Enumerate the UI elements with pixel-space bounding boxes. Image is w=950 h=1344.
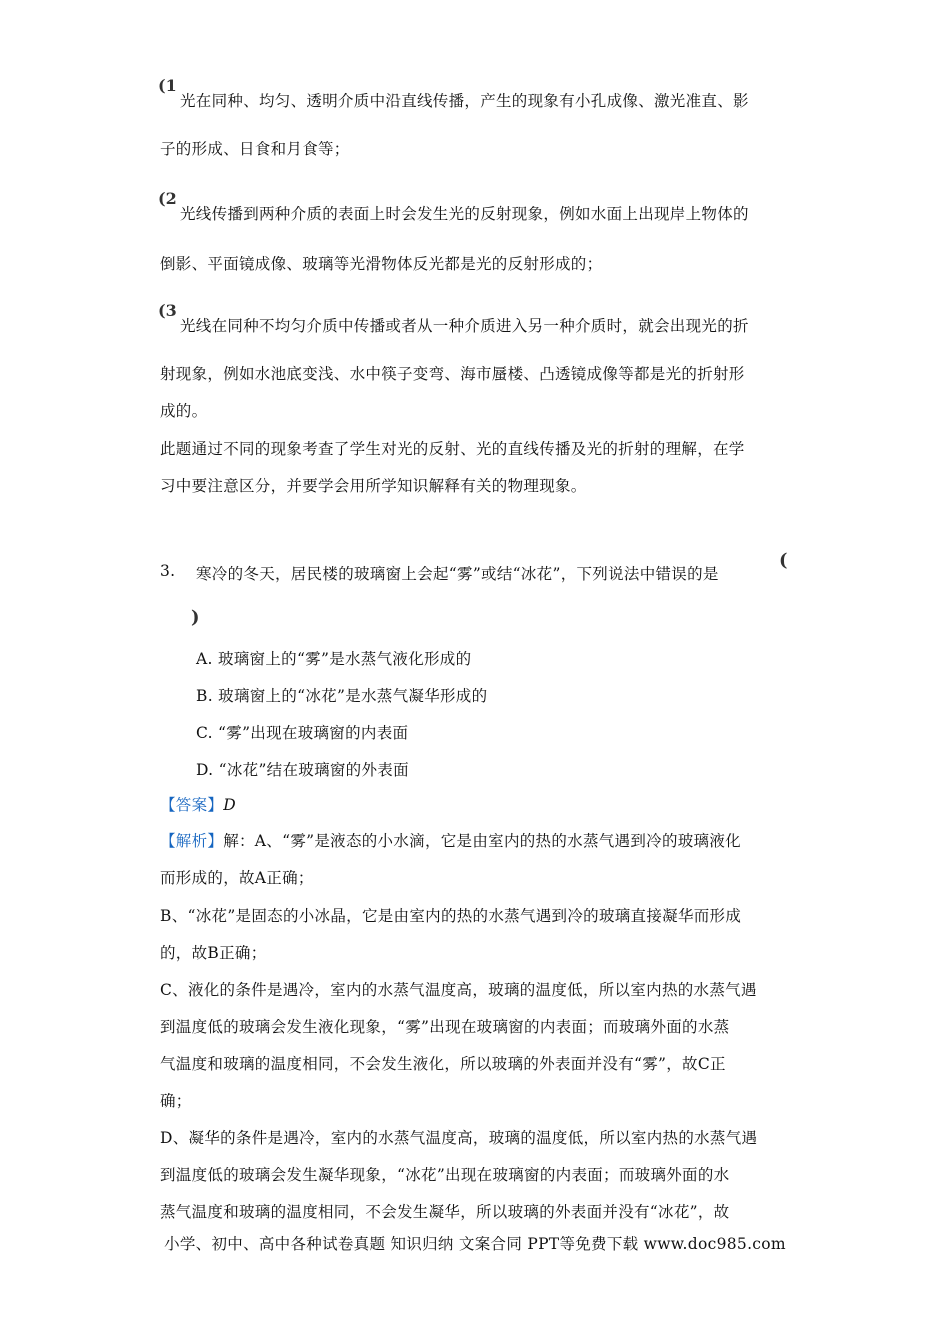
analysis-line-11: 蒸气温度和玻璃的温度相同，不会发生凝华，所以玻璃的外表面并没有“冰花”，故 (160, 1203, 730, 1221)
item-2-line-1: 光线传播到两种介质的表面上时会发生光的反射现象，例如水面上出现岸上物体的 (180, 205, 749, 223)
option-b: B. 玻璃窗上的“冰花”是水蒸气凝华形成的 (196, 687, 488, 705)
summary-line-1: 此题通过不同的现象考查了学生对光的反射、光的直线传播及光的折射的理解，在学 (160, 440, 745, 458)
analysis-line-6: 到温度低的玻璃会发生液化现象，“雾”出现在玻璃窗的内表面；而玻璃外面的水蒸 (160, 1018, 730, 1036)
item-3-line-1: 光线在同种不均匀介质中传播或者从一种介质进入另一种介质时，就会出现光的折 (180, 317, 749, 335)
analysis-tag: 【解析】 (160, 832, 224, 850)
item-1-line-1: 光在同种、均匀、透明介质中沿直线传播，产生的现象有小孔成像、激光准直、影 (180, 92, 749, 110)
item-1-line-2: 子的形成、日食和月食等； (160, 140, 350, 158)
item-3-line-3: 成的。 (160, 402, 208, 420)
question-number: 3. (160, 562, 176, 580)
answer-tag: 【答案】 (160, 796, 224, 814)
question-paren-close: ) (191, 607, 200, 628)
analysis-text-1: 解：A、“雾”是液态的小水滴，它是由室内的热的水蒸气遇到冷的玻璃液化 (223, 832, 741, 850)
analysis-line-2: 而形成的，故A正确； (160, 869, 314, 887)
item-marker-2: (2 (158, 189, 177, 208)
page-footer: 小学、初中、高中各种试卷真题 知识归纳 文案合同 PPT等免费下载 www.doc985.com (164, 1235, 786, 1253)
analysis-line-3: B、“冰花”是固态的小冰晶，它是由室内的热的水蒸气遇到冷的玻璃直接凝华而形成 (160, 907, 742, 925)
item-marker-1: (1 (158, 76, 177, 95)
answer-value: D (223, 796, 236, 814)
analysis-line-1 (160, 829, 741, 851)
analysis-line-4: 的，故B正确； (160, 944, 267, 962)
answer-row (160, 793, 236, 815)
analysis-line-8: 确； (160, 1092, 192, 1110)
item-marker-3: (3 (158, 301, 177, 320)
analysis-line-9: D、凝华的条件是遇冷，室内的水蒸气温度高，玻璃的温度低，所以室内热的水蒸气遇 (160, 1129, 758, 1147)
option-a: A. 玻璃窗上的“雾”是水蒸气液化形成的 (196, 650, 472, 668)
analysis-line-7: 气温度和玻璃的温度相同，不会发生液化，所以玻璃的外表面并没有“雾”，故C正 (160, 1055, 726, 1073)
summary-line-2: 习中要注意区分，并要学会用所学知识解释有关的物理现象。 (160, 477, 587, 495)
question-paren-open: ( (779, 550, 788, 571)
question-stem: 寒冷的冬天，居民楼的玻璃窗上会起“雾”或结“冰花”，下列说法中错误的是 (196, 565, 719, 583)
item-2-line-2: 倒影、平面镜成像、玻璃等光滑物体反光都是光的反射形成的； (160, 255, 603, 273)
option-d: D. “冰花”结在玻璃窗的外表面 (196, 761, 409, 779)
analysis-line-10: 到温度低的玻璃会发生凝华现象，“冰花”出现在玻璃窗的内表面；而玻璃外面的水 (160, 1166, 730, 1184)
analysis-line-5: C、液化的条件是遇冷，室内的水蒸气温度高，玻璃的温度低，所以室内热的水蒸气遇 (160, 981, 757, 999)
option-c: C. “雾”出现在玻璃窗的内表面 (196, 724, 409, 742)
item-3-line-2: 射现象，例如水池底变浅、水中筷子变弯、海市蜃楼、凸透镜成像等都是光的折射形 (160, 365, 745, 383)
